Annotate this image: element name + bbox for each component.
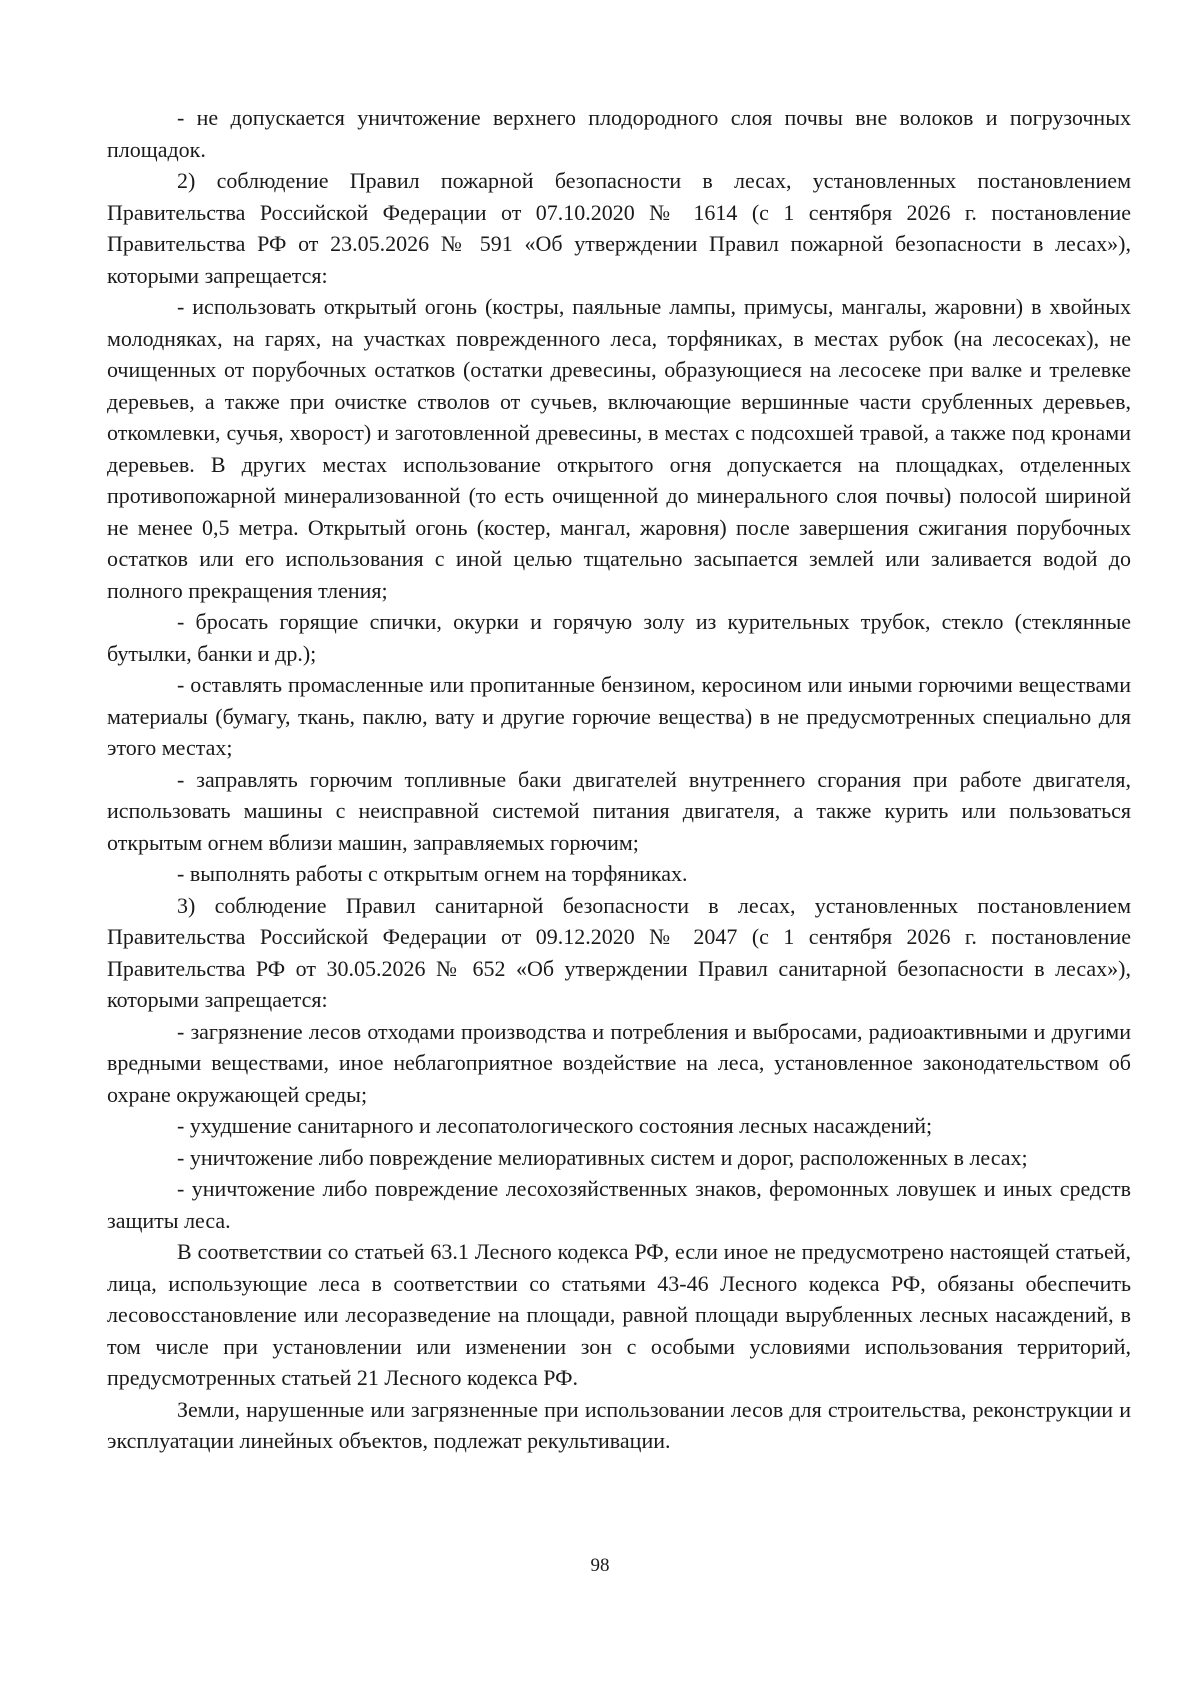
paragraph-matches: - бросать горящие спички, окурки и горячую золу из курительных трубок, стекло (стеклянные бутылки, банки и др.); [107,609,1131,666]
paragraph-open-fire: - использовать открытый огонь (костры, паяльные лампы, примусы, мангалы, жаровни) в хвойных молодняках, на гарях, на участках поврежденного леса, торфяниках, в местах рубок (на лесосеках), не очищенных от порубочных остатков (остатки древесины, образующиеся на лесосеке при валке и трелевке деревьев, а также при очистке стволов от сучьев, включающие вершинные части срубленных деревьев, откомлевки, сучья, хворост) и заготовленной древесины, в местах с подсохшей травой, а также под кронами деревьев. В других местах использование открытого огня допускается на площадках, отделенных противопожарной минерализованной (то есть очищенной до минерального слоя почвы) полосой шириной не менее 0,5 метра. Открытый огонь (костер, мангал, жаровня) после завершения сжигания порубочных остатков или его использования с иной целью тщательно засыпается землей или заливается водой до полного прекращения тления; [107,294,1131,603]
paragraph-pollution: - загрязнение лесов отходами производства и потребления и выбросами, радиоактивными и другими вредными веществами, иное неблагоприятное воздействие на леса, установленное законодательством об охране окружающей среды; [107,1018,1131,1107]
paragraph-forest-signs: - уничтожение либо повреждение лесохозяйственных знаков, феромонных ловушек и иных средств защиты леса. [107,1176,1131,1233]
paragraph-recultivation: Земли, нарушенные или загрязненные при использовании лесов для строительства, реконструкции и эксплуатации линейных объектов, подлежат рекультивации. [107,1396,1131,1453]
paragraph-refueling: - заправлять горючим топливные баки двигателей внутреннего сгорания при работе двигателя, использовать машины с неисправной системой питания двигателя, а также курить или пользоваться открытым огнем вблизи машин, заправляемых горючим; [107,766,1131,855]
paragraph-oily-materials: - оставлять промасленные или пропитанные бензином, керосином или иными горючими веществами материалы (бумагу, ткань, паклю, вату и другие горючие вещества) в не предусмотренных специально для этого местах; [107,672,1131,760]
paragraph-sanitary-state: - ухудшение санитарного и лесопатологического состояния лесных насаждений; [177,1113,933,1138]
paragraph-sanitary-rules: 3) соблюдение Правил санитарной безопасности в лесах, установленных постановлением Правительства Российской Федерации от 09.12.2020 № 2047 (с 1 сентября 2026 г. постановление Правительства РФ от 30.05.2026 № 652 «Об утверждении Правил санитарной безопасности в лесах»), которыми запрещается: [107,892,1131,1012]
paragraph-reforestation: В соответствии со статьей 63.1 Лесного кодекса РФ, если иное не предусмотрено настоящей статьей, лица, использующие леса в соответствии со статьями 43-46 Лесного кодекса РФ, обязаны обеспечить лесовосстановление или лесоразведение на площади, равной площади вырубленных лесных насаждений, в том числе при установлении или изменении зон с особыми условиями использования территорий, предусмотренных статьей 21 Лесного кодекса РФ. [107,1239,1131,1390]
page-number: 98 [590,1555,610,1576]
paragraph-fire-safety-rules: 2) соблюдение Правил пожарной безопасности в лесах, установленных постановлением Правительства Российской Федерации от 07.10.2020 № 1614 (с 1 сентября 2026 г. постановление Правительства РФ от 23.05.2026 № 591 «Об утверждении Правил пожарной безопасности в лесах»), которыми запрещается: [107,168,1131,288]
paragraph-peat-works: - выполнять работы с открытым огнем на торфяниках. [177,861,688,886]
paragraph-melioration: - уничтожение либо повреждение мелиоративных систем и дорог, расположенных в лесах; [177,1144,1028,1170]
document-body [107,102,1131,1457]
paragraph-topsoil: - не допускается уничтожение верхнего плодородного слоя почвы вне волоков и погрузочных площадок. [107,105,1131,162]
